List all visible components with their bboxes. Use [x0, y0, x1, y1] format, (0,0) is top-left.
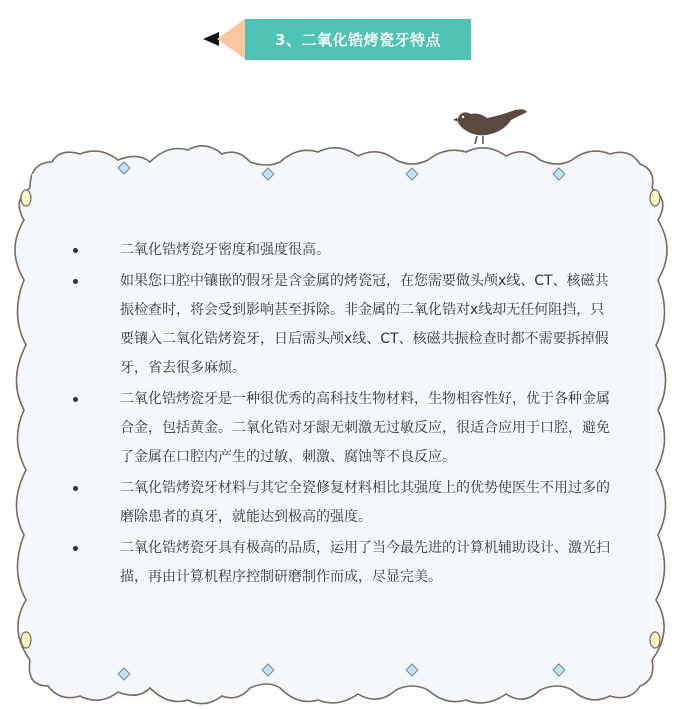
bullet-icon	[73, 486, 78, 491]
feature-list	[70, 236, 618, 592]
header-tab-decoration	[217, 19, 245, 59]
bullet-icon	[73, 279, 78, 284]
list-item	[70, 385, 618, 472]
list-item-text: 二氧化锆烤瓷牙材料与其它全瓷修复材料相比其强度上的优势使医生不用过多的磨除患者的真牙，就能达到极高的强度。	[120, 480, 610, 525]
list-item	[70, 267, 618, 383]
bird-icon	[453, 108, 529, 148]
list-item-text: 二氧化锆烤瓷牙是一种很优秀的高科技生物材料，生物相容性好，优于各种金属合金，包括黄金。二氧化锆对牙龈无刺激无过敏反应，很适合应用于口腔，避免了金属在口腔内产生的过敏、刺激、腐蚀等不良反应。	[120, 391, 610, 465]
bullet-icon	[73, 397, 78, 402]
list-item	[70, 534, 618, 592]
bullet-icon	[73, 546, 78, 551]
feature-list-container	[70, 236, 618, 592]
section-header	[203, 19, 471, 60]
section-title: 3、二氧化锆烤瓷牙特点	[245, 19, 471, 60]
list-item	[70, 474, 618, 532]
list-item-text: 如果您口腔中镶嵌的假牙是含金属的烤瓷冠，在您需要做头颅x线、CT、核磁共振检查时，将会受到影响甚至拆除。非金属的二氧化锆对x线却无任何阻挡，只要镶入二氧化锆烤瓷牙，日后需头颅x线、CT、核磁共振检查时都不需要拆掉假牙，省去很多麻烦。	[120, 273, 609, 376]
bullet-icon	[73, 248, 78, 253]
list-item-text: 二氧化锆烤瓷牙具有极高的品质，运用了当今最先进的计算机辅助设计、激光扫描，再由计算机程序控制研磨制作而成，尽显完美。	[120, 540, 610, 585]
list-item-text: 二氧化锆烤瓷牙密度和强度很高。	[120, 242, 330, 258]
list-item	[70, 236, 618, 265]
